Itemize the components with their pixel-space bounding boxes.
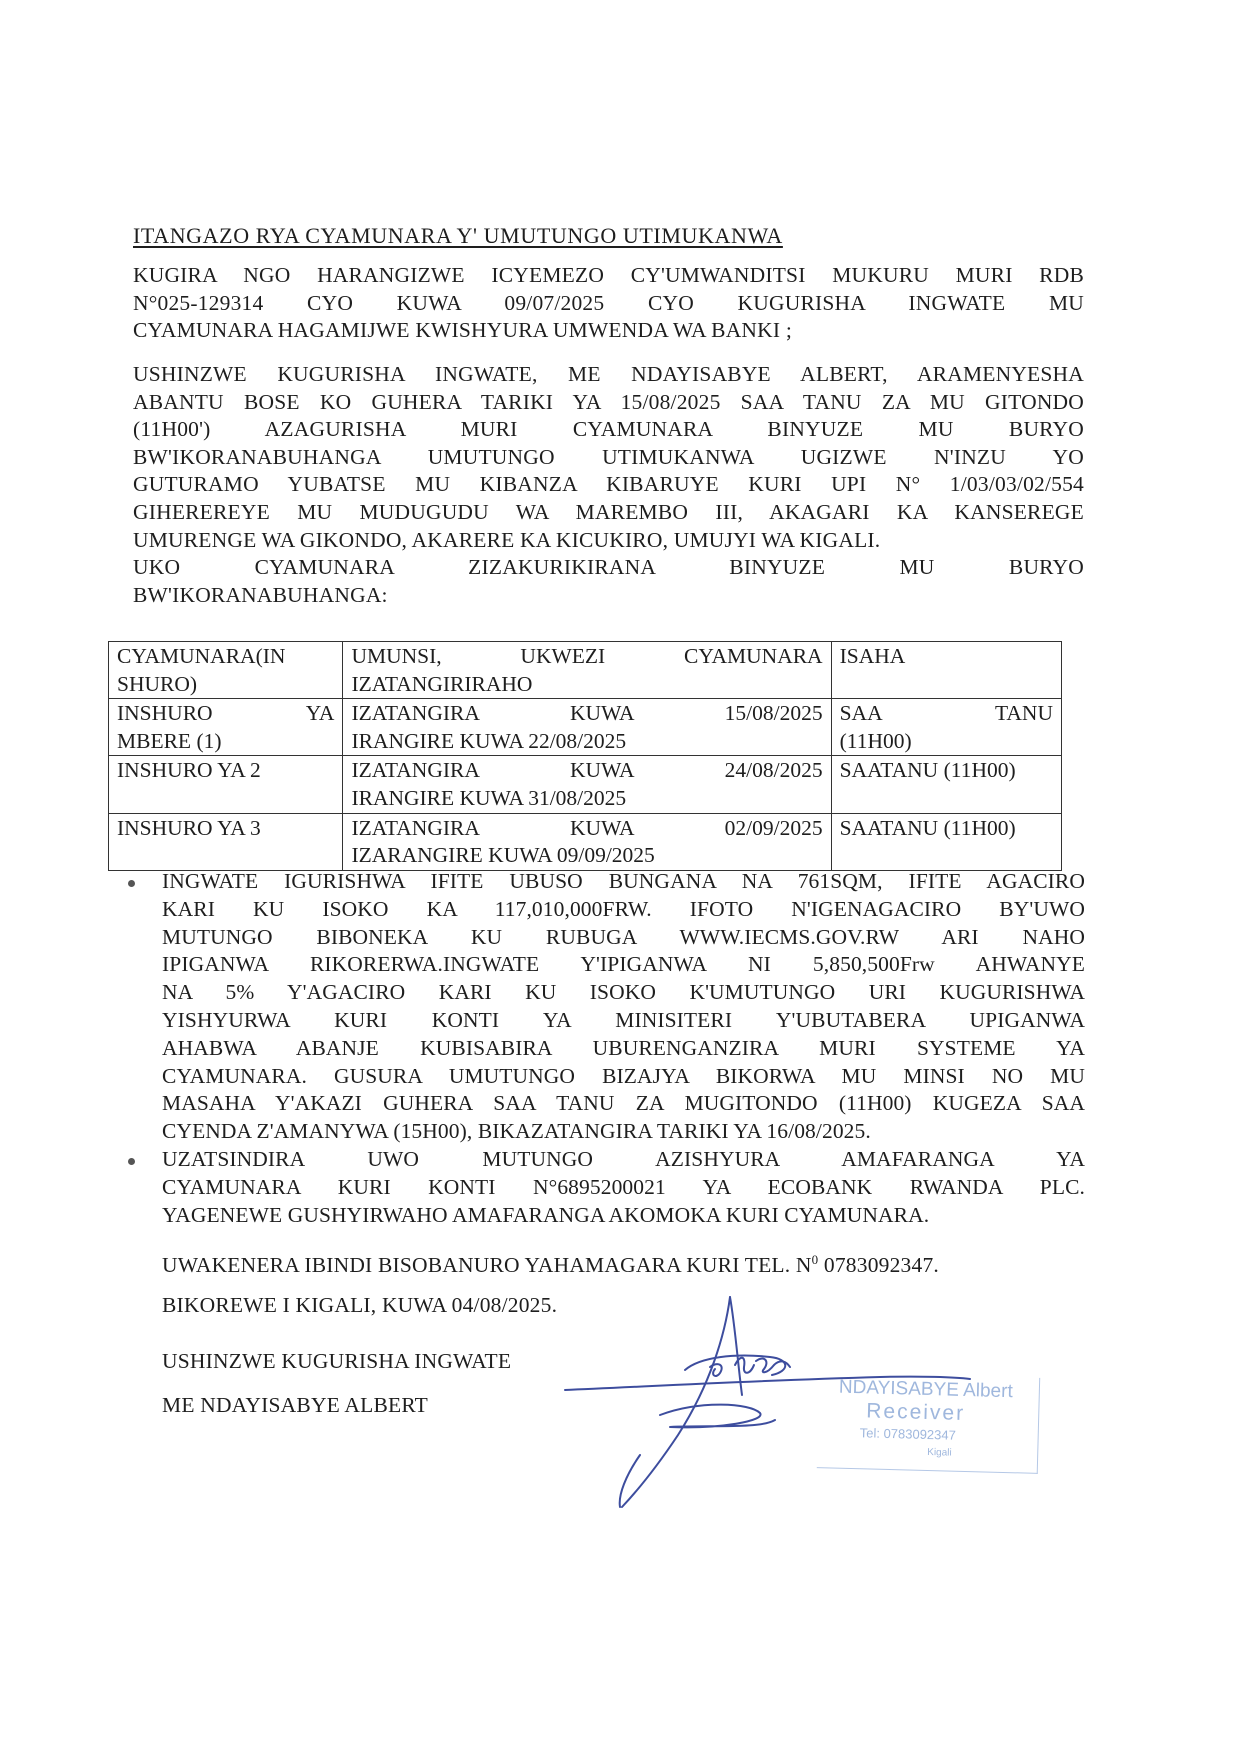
time-cell <box>831 813 1061 870</box>
table-row <box>109 756 1062 813</box>
time-cell <box>831 756 1061 813</box>
contact-phone: 0783092347. <box>818 1253 939 1278</box>
cell-text: IZATANGIRA KUWA 24/08/2025 <box>351 758 823 783</box>
cell-text: IRANGIRE KUWA 22/08/2025 <box>351 728 627 753</box>
header-text: SHURO) <box>117 671 198 696</box>
header-cell-time <box>831 642 1061 699</box>
cell-text: IZARANGIRE KUWA 09/09/2025 <box>351 843 655 868</box>
cell-text: IZATANGIRA KUWA 02/09/2025 <box>351 815 823 840</box>
stamp-title: Receiver <box>865 1399 966 1425</box>
bullet-line: MUTUNGO BIBONEKA KU RUBUGA WWW.IECMS.GOV.RW ARI NAHO <box>162 924 1085 949</box>
bullet-icon <box>128 1158 135 1165</box>
conditions-list <box>125 868 1085 1229</box>
bullet-line: YISHYURWA KURI KONTI YA MINISITERI Y'UBUTABERA UPIGANWA <box>162 1007 1085 1032</box>
header-cell-round <box>109 642 343 699</box>
header-cell-dates <box>343 642 831 699</box>
bullet-line: INGWATE IGURISHWA IFITE UBUSO BUNGANA NA 761SQM, IFITE AGACIRO <box>162 869 1085 893</box>
round-cell <box>109 756 343 813</box>
header-text: CYAMUNARA(IN <box>117 644 286 668</box>
contact-superscript: 0 <box>811 1252 819 1267</box>
signatory-name: ME NDAYISABYE ALBERT <box>162 1393 428 1417</box>
cell-text: INSHURO YA 3 <box>117 815 261 840</box>
cell-text: IRANGIRE KUWA 31/08/2025 <box>351 785 627 810</box>
intro-line: N°025-129314 CYO KUWA 09/07/2025 CYO KUGURISHA INGWATE MU <box>133 290 1084 315</box>
cell-text: MBERE (1) <box>117 728 222 753</box>
stamp-city: Kigali <box>927 1446 952 1459</box>
handwritten-signature <box>560 1295 1030 1515</box>
cell-text: SAATANU (11H00) <box>839 758 1016 783</box>
announcement-line: (11H00') AZAGURISHA MURI CYAMUNARA BINYUZE MU BURYO <box>133 417 1084 442</box>
list-item <box>125 1146 1085 1229</box>
bullet-line: CYAMUNARA. GUSURA UMUTUNGO BIZAJYA BIKORWA MU MINSI NO MU <box>162 1063 1085 1088</box>
table-header-row <box>109 642 1062 699</box>
bullet-line: CYAMUNARA KURI KONTI N°6895200021 YA ECOBANK RWANDA PLC. <box>162 1174 1085 1199</box>
auction-schedule-table <box>108 641 1062 871</box>
bullet-line: YAGENEWE GUSHYIRWAHO AMAFARANGA AKOMOKA KURI CYAMUNARA. <box>162 1202 930 1227</box>
bullet-line: UZATSINDIRA UWO MUTUNGO AZISHYURA AMAFARANGA YA <box>162 1146 1085 1171</box>
bullet-line: IPIGANWA RIKORERWA.INGWATE Y'IPIGANWA NI 5,850,500Frw AHWANYE <box>162 952 1085 977</box>
announcement-line: BW'IKORANABUHANGA UMUTUNGO UTIMUKANWA UGIZWE N'INZU YO <box>133 444 1084 469</box>
contact-line <box>162 1252 939 1278</box>
header-text: IZATANGIRIRAHO <box>351 671 533 696</box>
header-text: UMUNSI, UKWEZI CYAMUNARA <box>351 644 823 668</box>
bullet-line: NA 5% Y'AGACIRO KARI KU ISOKO K'UMUTUNGO URI KUGURISHWA <box>162 980 1085 1005</box>
bullet-line: KARI KU ISOKO KA 117,010,000FRW. IFOTO N'IGENAGACIRO BY'UWO <box>162 896 1085 921</box>
intro-line: CYAMUNARA HAGAMIJWE KWISHYURA UMWENDA WA BANKI ; <box>133 318 792 343</box>
announcement-line: UKO CYAMUNARA ZIZAKURIKIRANA BINYUZE MU BURYO <box>133 555 1084 580</box>
announcement-line: ABANTU BOSE KO GUHERA TARIKI YA 15/08/2025 SAA TANU ZA MU GITONDO <box>133 389 1084 414</box>
round-cell <box>109 699 343 756</box>
cell-text: (11H00) <box>839 728 912 753</box>
bullet-line: CYENDA Z'AMANYWA (15H00), BIKAZATANGIRA TARIKI YA 16/08/2025. <box>162 1119 871 1144</box>
announcement-line: GIHEREREYE MU MUDUGUDU WA MAREMBO III, AKAGARI KA KANSEREGE <box>133 499 1084 524</box>
round-cell <box>109 813 343 870</box>
bullet-line: MASAHA Y'AKAZI GUHERA SAA TANU ZA MUGITONDO (11H00) KUGEZA SAA <box>162 1091 1085 1116</box>
document-title: ITANGAZO RYA CYAMUNARA Y' UMUTUNGO UTIMUKANWA <box>133 223 783 248</box>
header-text: ISAHA <box>839 644 906 668</box>
cell-text: IZATANGIRA KUWA 15/08/2025 <box>351 701 823 726</box>
table-row <box>109 699 1062 756</box>
cell-text: INSHURO YA 2 <box>117 758 261 783</box>
intro-line: KUGIRA NGO HARANGIZWE ICYEMEZO CY'UMWANDITSI MUKURU MURI RDB <box>133 263 1084 287</box>
announcement-line: BW'IKORANABUHANGA: <box>133 582 388 607</box>
table-row <box>109 813 1062 870</box>
contact-text: UWAKENERA IBINDI BISOBANURO YAHAMAGARA KURI TEL. N <box>162 1253 812 1278</box>
dates-cell <box>343 813 831 870</box>
stamp-phone: Tel: 0783092347 <box>859 1425 957 1443</box>
announcement-line: GUTURAMO YUBATSE MU KIBANZA KIBARUYE KURI UPI N° 1/03/03/02/554 <box>133 472 1084 497</box>
date-line: BIKOREWE I KIGALI, KUWA 04/08/2025. <box>162 1293 558 1317</box>
announcement-line: USHINZWE KUGURISHA INGWATE, ME NDAYISABYE ALBERT, ARAMENYESHA <box>133 362 1084 386</box>
stamp-name: NDAYISABYE Albert <box>838 1376 1014 1403</box>
announcement-line: UMURENGE WA GIKONDO, AKARERE KA KICUKIRO, UMUJYI WA KIGALI. <box>133 527 881 552</box>
cell-text: SAA TANU <box>839 701 1053 726</box>
cell-text: SAATANU (11H00) <box>839 815 1016 840</box>
announcement-paragraph <box>133 361 1084 609</box>
dates-cell <box>343 756 831 813</box>
cell-text: INSHURO YA <box>117 701 335 726</box>
time-cell <box>831 699 1061 756</box>
bullet-icon <box>128 880 135 887</box>
bullet-line: AHABWA ABANJE KUBISABIRA UBURENGANZIRA MURI SYSTEME YA <box>162 1035 1085 1060</box>
intro-paragraph <box>133 262 1084 345</box>
dates-cell <box>343 699 831 756</box>
signatory-role: USHINZWE KUGURISHA INGWATE <box>162 1349 512 1373</box>
list-item <box>125 868 1085 1146</box>
